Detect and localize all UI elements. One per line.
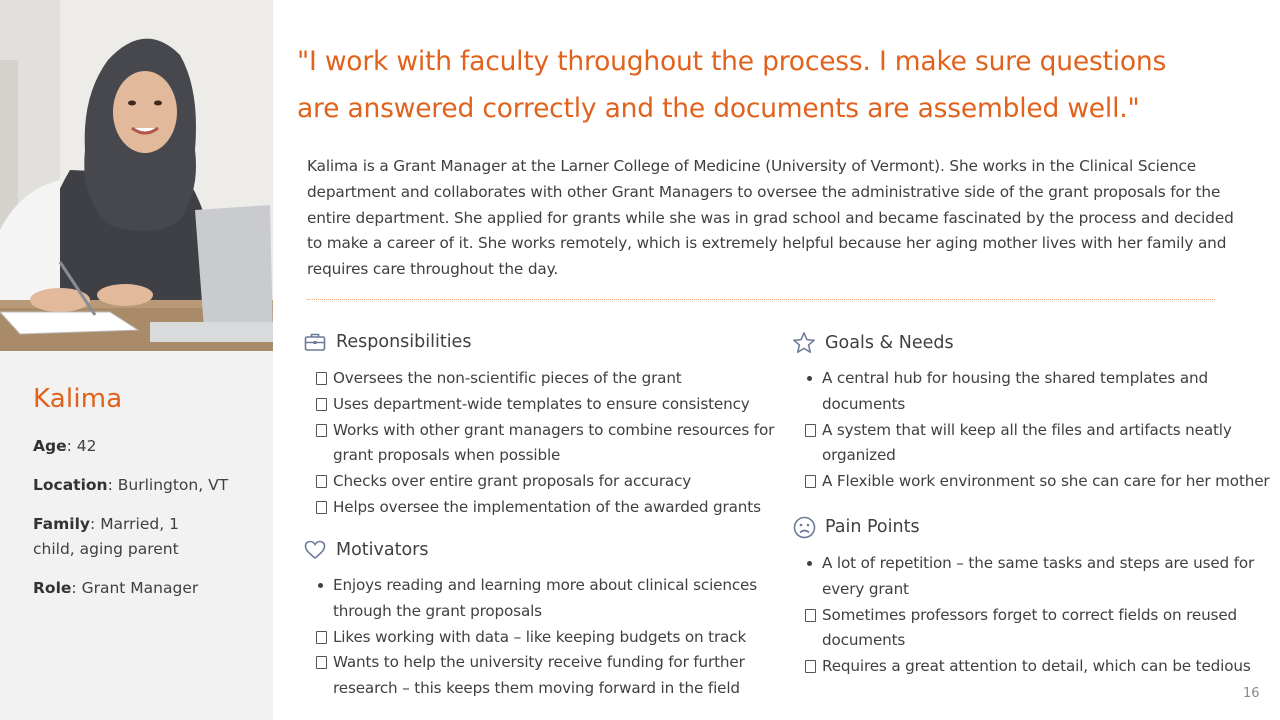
persona-bio: Kalima is a Grant Manager at the Larner College of Medicine (University of Vermont). She works in the Clinical Science department and collaborates with other Grant Managers to oversee the administrative side of the grant proposals for the entire department. She applied for grants while she was in grad school and became fascinated by the process and decided to make a career of it. She works remotely, which is extremely helpful because her aging mother lives with her family and requires care throughout the day.	[307, 157, 1234, 279]
list-item	[315, 418, 775, 470]
list-item-text: Requires a great attention to detail, which can be tedious	[822, 657, 1251, 676]
bullet-box-icon	[805, 660, 816, 673]
bullet-box-icon	[316, 372, 327, 385]
motivators-heading	[303, 538, 429, 562]
list-item	[804, 418, 1276, 470]
list-item-text: A Flexible work environment so she can care for her mother	[822, 472, 1270, 491]
bullet-box-icon	[316, 501, 327, 514]
field-value: Burlington, VT	[117, 476, 229, 494]
responsibilities-list	[315, 366, 775, 521]
list-item-text: A system that will keep all the files and artifacts neatly organized	[822, 420, 1232, 465]
field-key: Role	[33, 579, 72, 597]
briefcase-icon	[303, 330, 327, 354]
bullet-dot-icon	[807, 561, 812, 566]
persona-location	[33, 473, 263, 498]
heart-icon	[303, 538, 327, 562]
list-item	[315, 495, 775, 521]
persona-panel	[0, 0, 273, 720]
star-icon	[792, 331, 816, 355]
persona-profile	[33, 384, 263, 615]
bullet-box-icon	[316, 475, 327, 488]
list-item	[315, 573, 775, 625]
list-item	[315, 650, 775, 702]
list-item-text: Enjoys reading and learning more about clinical sciences through the grant proposals	[333, 576, 757, 620]
quote-line: "I work with faculty throughout the process. I make sure questions	[297, 46, 1167, 77]
list-item-text: Works with other grant managers to combine resources for grant proposals when possible	[333, 420, 775, 465]
bullet-dot-icon	[318, 583, 323, 588]
list-item	[315, 366, 775, 392]
list-item	[315, 392, 775, 418]
quote-line: are answered correctly and the documents are assembled well."	[297, 93, 1140, 124]
bullet-box-icon	[316, 656, 327, 669]
bullet-dot-icon	[807, 376, 812, 381]
bullet-box-icon	[316, 398, 327, 411]
persona-photo	[0, 0, 273, 351]
field-separator: :	[66, 437, 77, 455]
field-separator: :	[71, 579, 82, 597]
persona-role	[33, 576, 263, 601]
section-divider	[307, 299, 1215, 300]
persona-age	[33, 434, 263, 459]
list-item-text: Helps oversee the implementation of the awarded grants	[333, 497, 761, 516]
list-item-text: A lot of repetition – the same tasks and steps are used for every grant	[822, 554, 1255, 598]
list-item	[804, 551, 1274, 603]
field-value: Married, 1 child, aging parent	[33, 515, 179, 558]
list-item-text: Oversees the non-scientific pieces of the grant	[333, 369, 682, 387]
bullet-box-icon	[316, 631, 327, 644]
pain-points-heading	[792, 515, 920, 539]
list-item-text: Likes working with data – like keeping budgets on track	[333, 627, 747, 646]
list-item	[804, 603, 1274, 655]
field-separator: :	[90, 515, 101, 533]
list-item-text: A central hub for housing the shared templates and documents	[822, 369, 1208, 413]
responsibilities-heading	[303, 330, 471, 354]
list-item	[315, 469, 775, 495]
section-title: Pain Points	[825, 517, 920, 537]
motivators-list	[315, 573, 775, 702]
list-item	[804, 469, 1276, 495]
page-number: 16	[1243, 686, 1260, 701]
sad-face-icon	[792, 515, 816, 539]
field-key: Age	[33, 437, 67, 455]
field-key: Family	[33, 515, 91, 533]
goals-heading	[792, 331, 954, 355]
list-item-text: Sometimes professors forget to correct fields on reused documents	[822, 605, 1238, 650]
list-item	[804, 366, 1276, 418]
list-item	[315, 625, 775, 651]
persona-family	[33, 512, 223, 562]
field-key: Location	[33, 476, 108, 494]
list-item-text: Checks over entire grant proposals for accuracy	[333, 472, 692, 491]
list-item-text: Wants to help the university receive funding for further research – this keeps them moving forward in the field	[333, 653, 745, 698]
section-title: Motivators	[336, 540, 429, 560]
bullet-box-icon	[805, 424, 816, 437]
field-separator: :	[107, 476, 118, 494]
list-item-text: Uses department-wide templates to ensure consistency	[333, 394, 750, 413]
field-value: 42	[76, 437, 97, 455]
field-value: Grant Manager	[81, 579, 199, 597]
section-title: Responsibilities	[336, 332, 472, 352]
pain-points-list	[804, 551, 1274, 680]
persona-quote	[297, 38, 1257, 132]
section-title: Goals & Needs	[825, 333, 954, 353]
bullet-box-icon	[316, 424, 327, 437]
bullet-box-icon	[805, 475, 816, 488]
goals-list	[804, 366, 1276, 495]
bullet-box-icon	[805, 609, 816, 622]
list-item	[804, 654, 1274, 680]
persona-name: Kalima	[33, 384, 123, 414]
